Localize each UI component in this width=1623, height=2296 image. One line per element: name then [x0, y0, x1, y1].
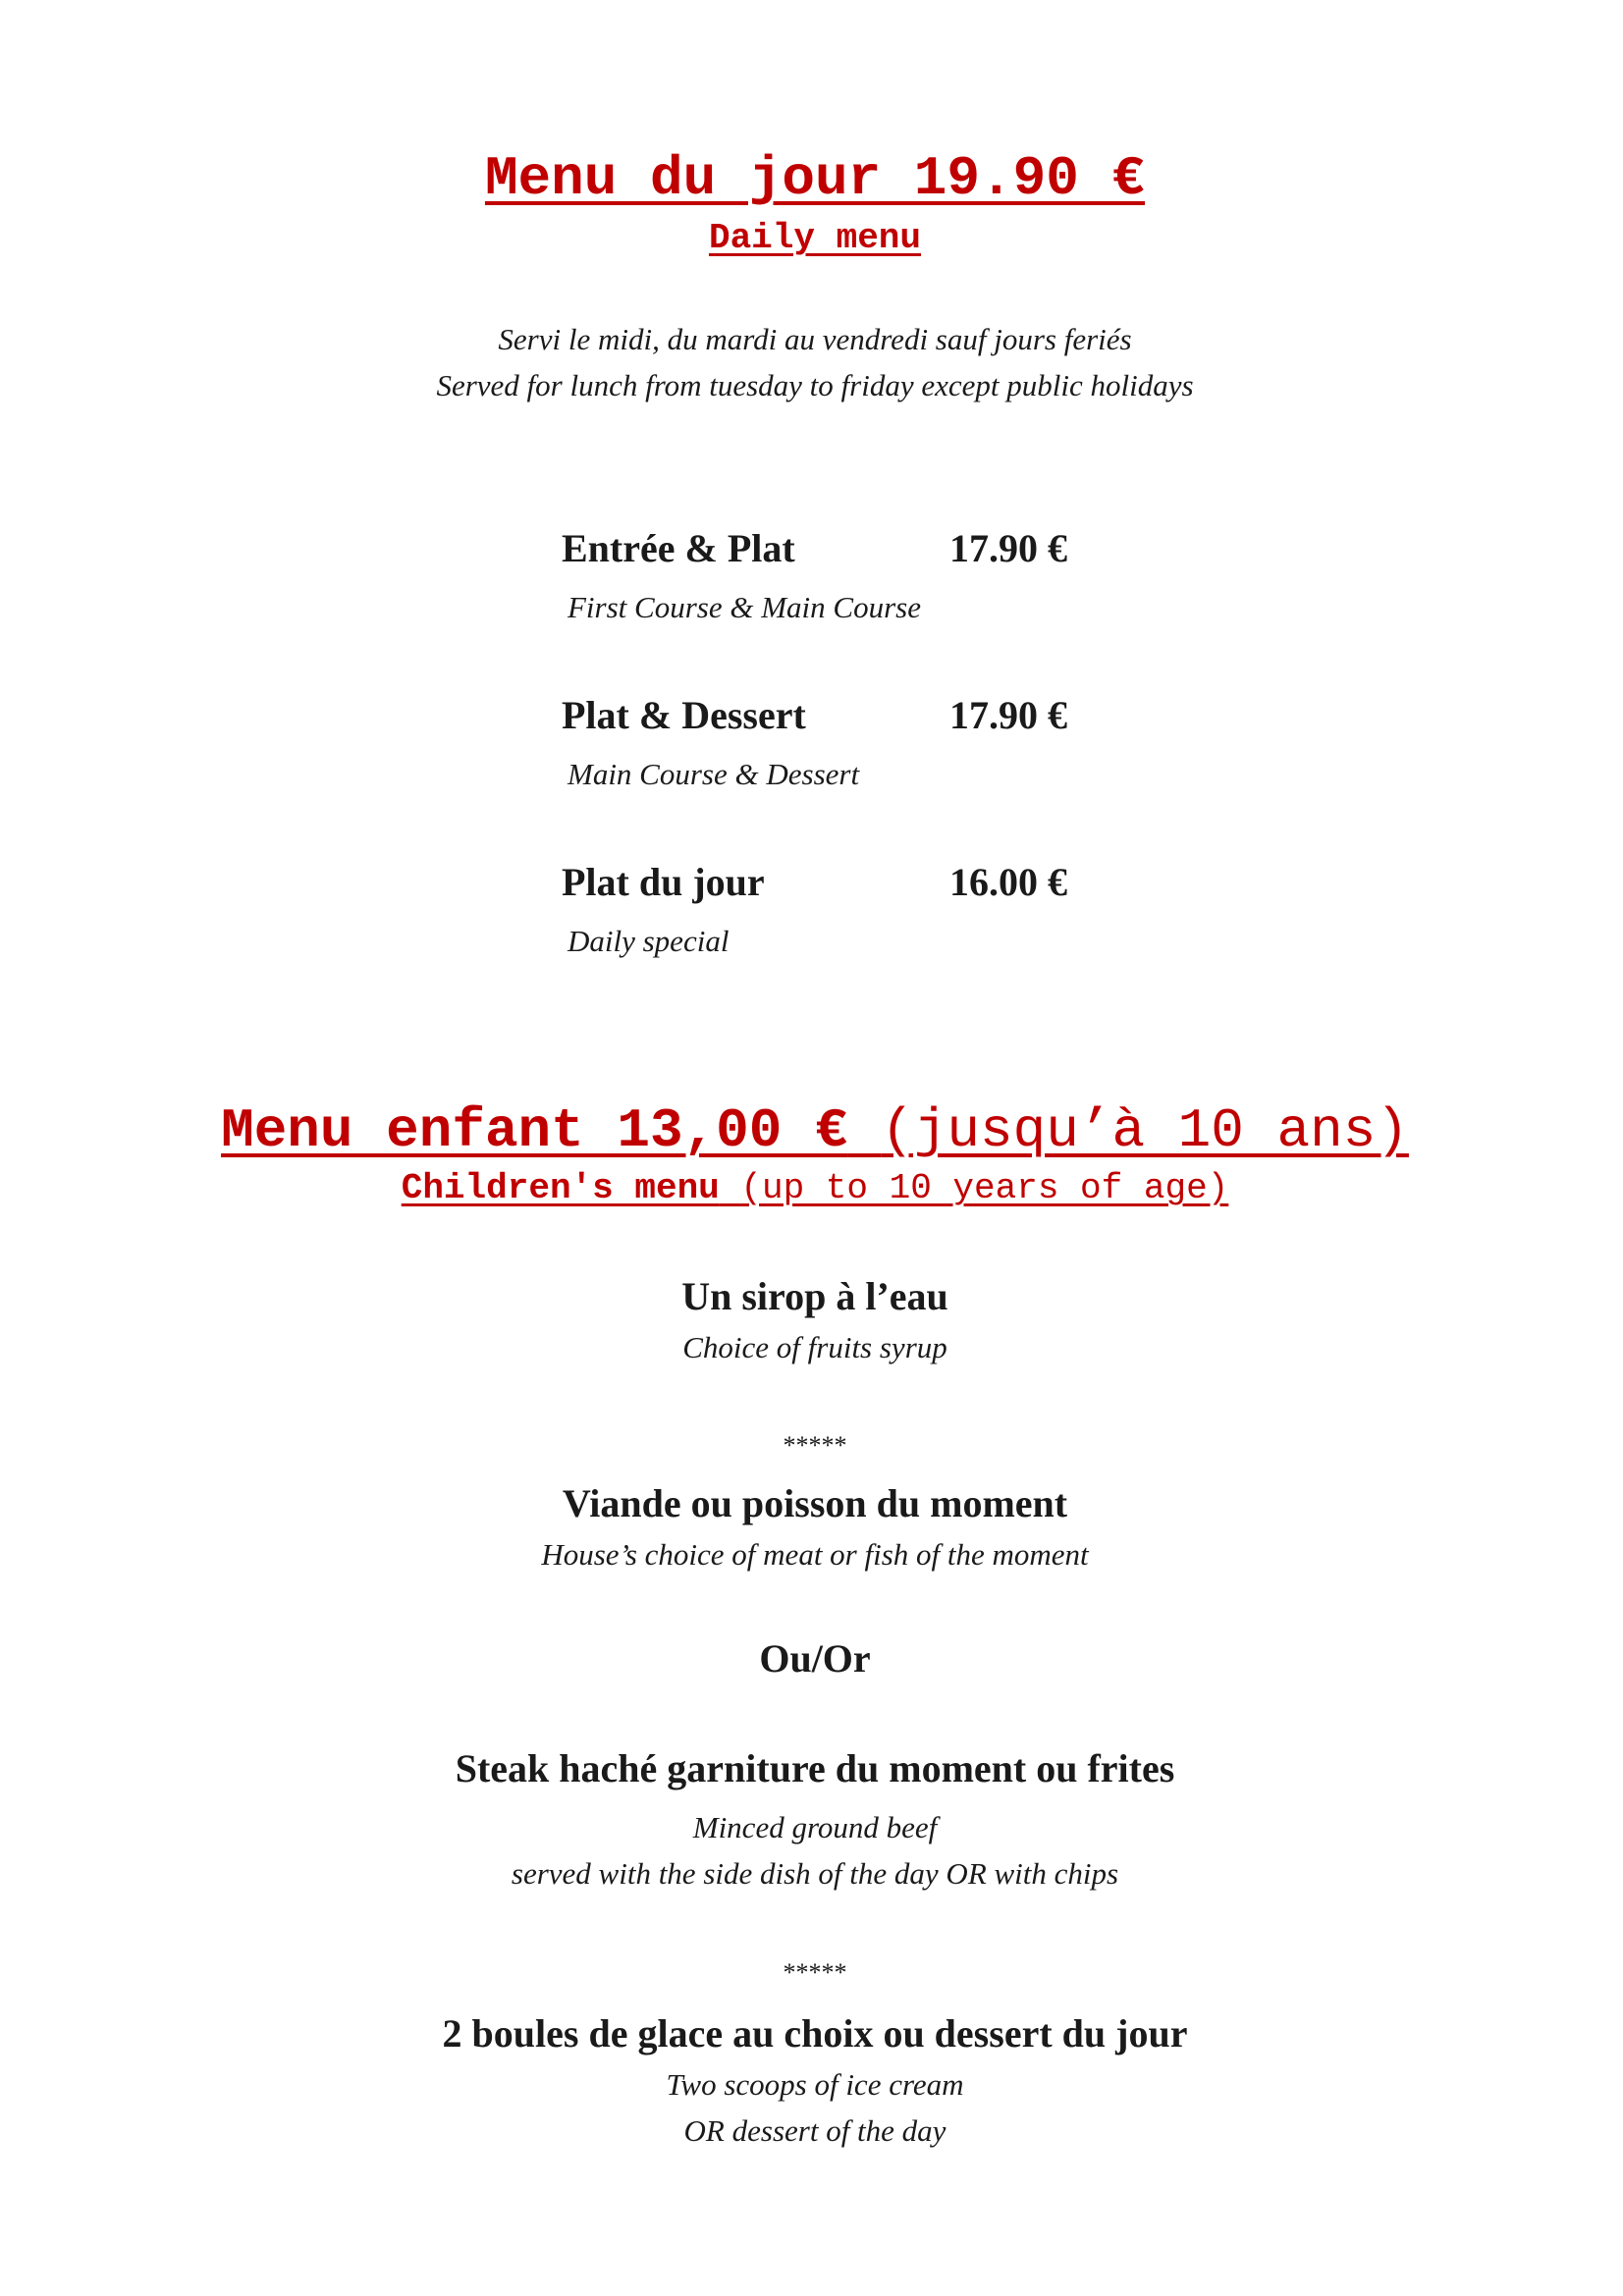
daily-menu-subtitle: Daily menu	[708, 218, 922, 258]
kids-main-option-description: House’s choice of meat or fish of the moment	[541, 1537, 1089, 1572]
kids-main-option-name: Viande ou poisson du moment	[562, 1481, 1068, 1525]
children-menu-subtitle	[0, 1168, 1623, 1208]
kids-drink-name: Un sirop à l’eau	[681, 1274, 948, 1318]
formula-name: Plat du jour	[562, 860, 765, 904]
formula-price: 17.90 €	[949, 526, 1067, 570]
kids-dessert-name: 2 boules de glace au choix ou dessert du jour	[442, 2011, 1188, 2056]
formula-name: Entrée & Plat	[562, 526, 795, 570]
children-menu-title	[0, 1099, 1623, 1162]
formula-description: Main Course & Dessert	[568, 757, 860, 791]
formula-price: 16.00 €	[949, 860, 1067, 904]
kids-drink-description: Choice of fruits syrup	[682, 1330, 947, 1364]
formula-description: Daily special	[568, 924, 730, 958]
kids-main-option-description: Minced ground beef	[692, 1810, 938, 1844]
kids-main-option-name: Steak haché garniture du moment ou frites	[455, 1746, 1175, 1790]
children-menu-title-main: Menu enfant 13,00 €	[221, 1099, 848, 1162]
separator: *****	[783, 1431, 847, 1460]
service-note-fr: Servi le midi, du mardi au vendredi sauf jours feriés	[498, 322, 1132, 356]
formula-description: First Course & Main Course	[568, 590, 921, 624]
separator: *****	[783, 1958, 847, 1987]
kids-dessert-description: OR dessert of the day	[683, 2113, 947, 2148]
or-label: Ou/Or	[759, 1636, 871, 1681]
formula-price: 17.90 €	[949, 693, 1067, 737]
children-menu-subtitle-main: Children's menu	[401, 1168, 720, 1208]
kids-main-option-description: served with the side dish of the day OR with chips	[511, 1856, 1119, 1891]
service-note-en: Served for lunch from tuesday to friday except public holidays	[436, 368, 1194, 402]
children-menu-subtitle-age: (up to 10 years of age)	[740, 1168, 1229, 1208]
kids-dessert-description: Two scoops of ice cream	[666, 2067, 964, 2102]
children-menu-title-age: (jusqu’à 10 ans)	[881, 1099, 1409, 1162]
formula-name: Plat & Dessert	[562, 693, 806, 737]
daily-menu-title: Menu du jour 19.90 €	[484, 147, 1146, 210]
